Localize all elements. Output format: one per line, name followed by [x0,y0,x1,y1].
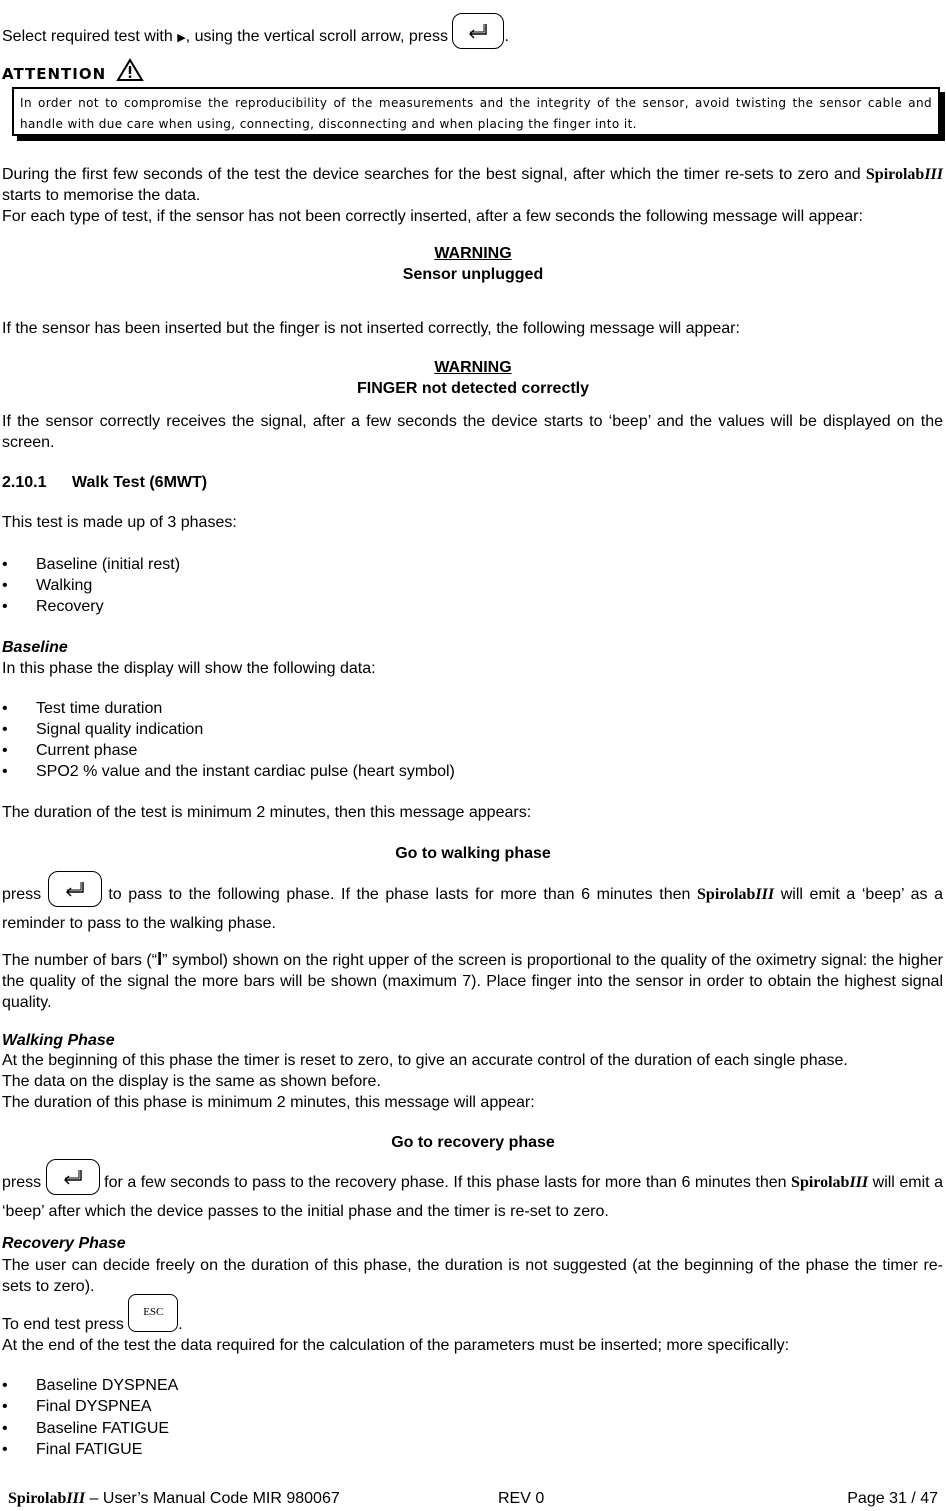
brand-name: SpirolabIII [791,1174,869,1192]
list-item: • Baseline (initial rest) [2,556,181,573]
baseline-duration: The duration of the test is minimum 2 minutes, then this message appears: [2,804,532,821]
brand-name: SpirolabIII [8,1490,86,1507]
recovery-text-1: The user can decide freely on the duration of this phase, the duration is not suggested (at the beginning of the phase the timer re-sets to zero). [2,1257,943,1295]
baseline-intro: In this phase the display will show the following data: [2,660,376,677]
baseline-heading: Baseline [2,639,68,656]
warning-message-2: FINGER not detected correctly [356,380,590,397]
footer-rev: REV 0 [498,1490,545,1507]
attention-box [12,87,940,136]
signal-bar-symbol: I [157,949,163,969]
walking-text-2: The data on the display is the same as shown before. [2,1073,381,1090]
baseline-bars-paragraph: The number of bars (“I” symbol) shown on the right upper of the screen is proportional to the quality of the oximetry signal: the higher the quality of the signal the more bars will be shown (maximum 7). Place finger into the sensor in order to obtain the highest signal quality. [2,949,943,1011]
paragraph-signal-search: During the first few seconds of the test the device searches for the best signal, after which the timer re-sets to zero and SpirolabIII starts to memorise the data. [2,166,943,204]
list-item: • Signal quality indication [2,721,204,738]
footer-manual: SpirolabIII – User’s Manual Code MIR 980067 [8,1490,340,1507]
recovery-end-line: To end test press ESC. [2,1294,183,1332]
footer-page: Page 31 / 47 [847,1490,938,1507]
enter-key-icon [48,871,102,907]
paragraph-finger-check: If the sensor has been inserted but the finger is not inserted correctly, the following message will appear: [2,320,740,337]
enter-key-icon [452,13,504,49]
list-item: • Final FATIGUE [2,1441,143,1458]
warning-title-2: WARNING [434,359,512,376]
attention-title: ATTENTION [2,58,144,83]
phases-intro: This test is made up of 3 phases: [2,514,237,531]
list-item: • Baseline DYSPNEA [2,1377,179,1394]
brand-name: SpirolabIII [697,886,775,904]
esc-key-icon: ESC [128,1294,178,1332]
baseline-message: Go to walking phase [395,845,551,862]
list-item: • SPO2 % value and the instant cardiac pulse (heart symbol) [2,763,455,780]
warning-title-1: WARNING [434,245,512,262]
recovery-text-2: At the end of the test the data required for the calculation of the parameters must be inserted; more specifically: [2,1337,790,1354]
walking-press-paragraph: press for a few seconds to pass to the recovery phase. If this phase lasts for more than 6 minutes then SpirolabIII will emit a ‘beep’ after which the device passes to the initial phase and the timer is re-set to zero. [2,1165,943,1223]
walking-heading: Walking Phase [2,1032,115,1049]
paragraph-beep: If the sensor correctly receives the signal, after a few seconds the device starts to ‘beep’ and the values will be displayed on the screen. [2,413,943,451]
list-item: • Test time duration [2,700,163,717]
list-item: • Current phase [2,742,138,759]
intro-line: Select required test with ▶, using the vertical scroll arrow, press . [2,19,509,55]
warning-message-1: Sensor unplugged [402,266,544,283]
paragraph-sensor-check: For each type of test, if the sensor has not been correctly inserted, after a few seconds the following message will appear: [2,208,863,225]
list-item: • Baseline FATIGUE [2,1420,170,1437]
triangle-right-icon: ▶ [177,32,186,45]
brand-name: SpirolabIII [865,166,943,183]
walking-message: Go to recovery phase [391,1134,555,1151]
enter-key-icon [46,1159,100,1195]
list-item: • Final DYSPNEA [2,1398,152,1415]
warning-triangle-icon [116,58,144,82]
list-item: • Recovery [2,598,104,615]
baseline-press-paragraph: press to pass to the following phase. If the phase lasts for more than 6 minutes then SpirolabIII will emit a ‘beep’ as a reminder to pass to the walking phase. [2,877,943,935]
walking-text-1: At the beginning of this phase the timer is reset to zero, to give an accurate control of the duration of each single phase. [2,1052,848,1069]
attention-text: In order not to compromise the reproducibility of the measurements and the integrity of the sensor, avoid twisting the sensor cable and handle with due care when using, connecting, disconnecting and when placing the finger into it. [20,96,932,131]
section-heading: 2.10.1 Walk Test (6MWT) [2,474,208,491]
list-item: • Walking [2,577,93,594]
walking-text-3: The duration of this phase is minimum 2 minutes, this message will appear: [2,1094,535,1111]
recovery-heading: Recovery Phase [2,1235,126,1252]
